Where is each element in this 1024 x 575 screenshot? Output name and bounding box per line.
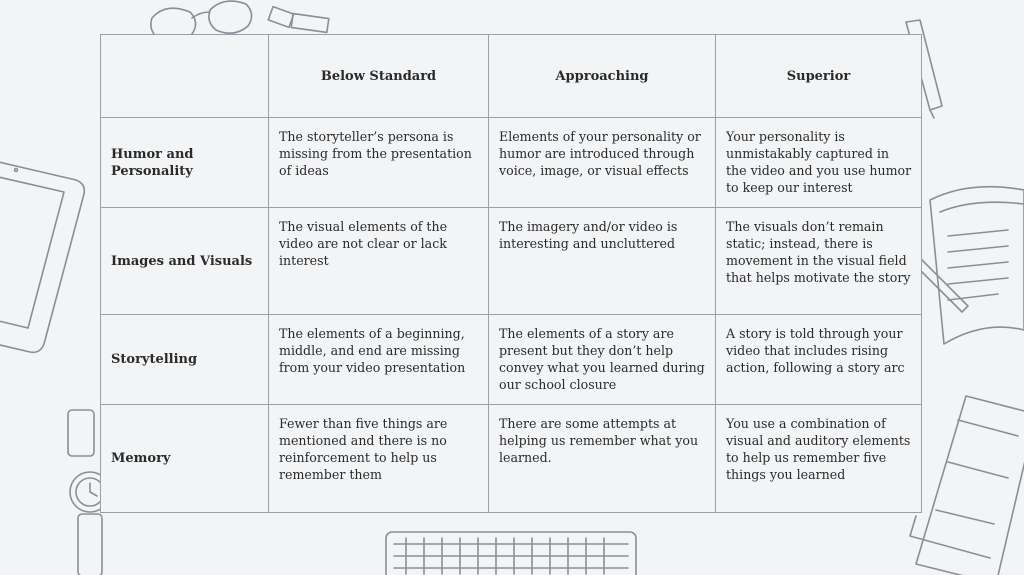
- rubric-table: [100, 34, 922, 513]
- cell-below-standard: Fewer than five things are mentioned and there is no reinforcement to help us remember them: [269, 405, 489, 513]
- keyboard-icon: [386, 532, 636, 575]
- header-superior: Superior: [716, 35, 922, 118]
- cell-below-standard: The visual elements of the video are not clear or lack interest: [269, 208, 489, 315]
- cell-superior: You use a combination of visual and auditory elements to help us remember five things you learned: [716, 405, 922, 513]
- table-row: [101, 208, 922, 315]
- criterion-storytelling: Storytelling: [101, 315, 269, 405]
- cell-superior: The visuals don’t remain static; instead, there is movement in the visual field that helps motivate the story: [716, 208, 922, 315]
- header-below-standard: Below Standard: [269, 35, 489, 118]
- cell-approaching: Elements of your personality or humor are introduced through voice, image, or visual effects: [489, 118, 716, 208]
- cell-below-standard: The storyteller’s persona is missing from the presentation of ideas: [269, 118, 489, 208]
- tablet-icon: [0, 160, 84, 352]
- cell-below-standard: The elements of a beginning, middle, and end are missing from your video presentation: [269, 315, 489, 405]
- criterion-humor-personality: Humor and Personality: [101, 118, 269, 208]
- table-row: [101, 118, 922, 208]
- planner-book-icon: [910, 396, 1024, 575]
- cell-approaching: There are some attempts at helping us remember what you learned.: [489, 405, 716, 513]
- cell-superior: Your personality is unmistakably captured in the video and you use humor to keep our interest: [716, 118, 922, 208]
- table-row: [101, 405, 922, 513]
- usb-drive-icon: [268, 7, 329, 33]
- criterion-images-visuals: Images and Visuals: [101, 208, 269, 315]
- header-row: [101, 35, 922, 118]
- criterion-memory: Memory: [101, 405, 269, 513]
- corner-cell: [101, 35, 269, 118]
- cell-approaching: The imagery and/or video is interesting and uncluttered: [489, 208, 716, 315]
- header-approaching: Approaching: [489, 35, 716, 118]
- notebook-icon: [930, 187, 1024, 344]
- cell-superior: A story is told through your video that includes rising action, following a story arc: [716, 315, 922, 405]
- table-row: [101, 315, 922, 405]
- cell-approaching: The elements of a story are present but they don’t help convey what you learned during our school closure: [489, 315, 716, 405]
